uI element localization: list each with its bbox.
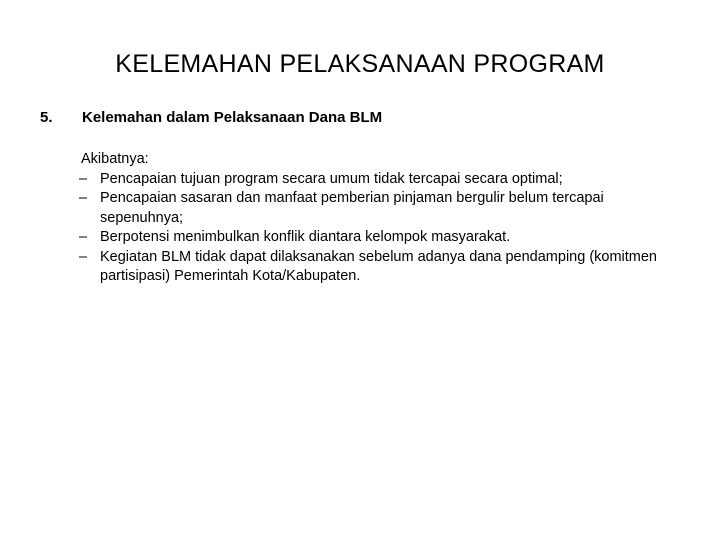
- dash-bullet-icon: –: [79, 170, 88, 187]
- list-item-text: Berpotensi menimbulkan konflik diantara kelompok masyarakat.: [100, 229, 511, 245]
- list-item: [79, 248, 681, 287]
- slide-title: KELEMAHAN PELAKSANAAN PROGRAM: [115, 50, 605, 78]
- list-item: [79, 170, 681, 190]
- list-item-text: Pencapaian sasaran dan manfaat pemberian pinjaman bergulir belum tercapai sepenuhnya;: [100, 190, 604, 226]
- list-item-text: Kegiatan BLM tidak dapat dilaksanakan sebelum adanya dana pendamping (komitmen partisipasi) Pemerintah Kota/Kabupaten.: [100, 248, 657, 284]
- dash-bullet-icon: –: [79, 248, 88, 265]
- list-item: [79, 228, 681, 248]
- item-heading: Kelemahan dalam Pelaksanaan Dana BLM: [82, 109, 383, 126]
- consequence-label: Akibatnya:: [81, 151, 149, 167]
- dash-bullet-icon: –: [79, 190, 88, 206]
- item-number: 5.: [40, 109, 53, 126]
- list-item-text: Pencapaian tujuan program secara umum tidak tercapai secara optimal;: [100, 170, 563, 187]
- list-item: [79, 189, 681, 228]
- dash-bullet-icon: –: [79, 229, 88, 245]
- consequence-block: [81, 150, 681, 287]
- consequence-list: [81, 170, 681, 287]
